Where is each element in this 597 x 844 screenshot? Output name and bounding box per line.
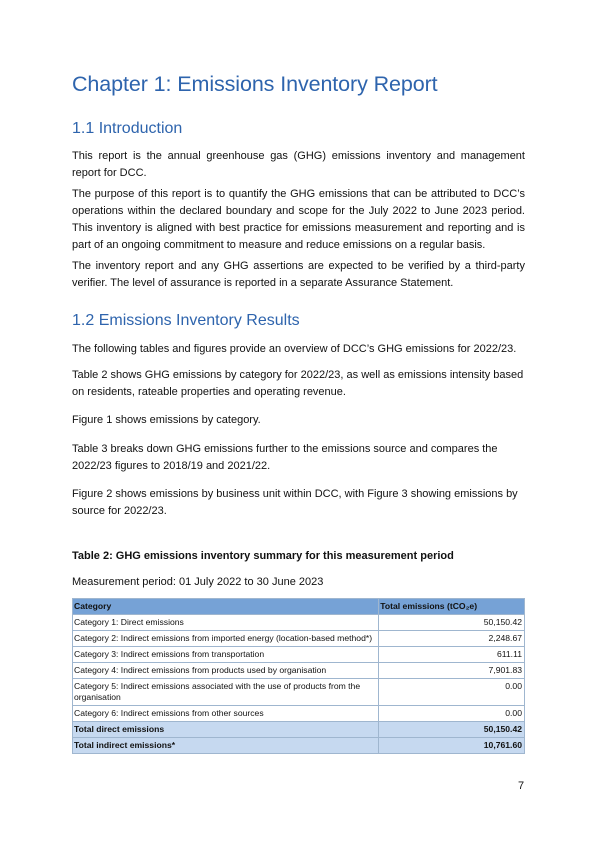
total-value: 50,150.42 (379, 722, 525, 738)
total-indirect-row (73, 738, 525, 754)
table-row (73, 647, 525, 663)
intro-paragraph-2: The purpose of this report is to quantify the GHG emissions that can be attributed to DCC’s operations within the declared boundary and scope for the July 2022 to June 2023 period. This inventory is aligned with best practice for emissions measurement and reporting and is part of an ongoing commitment to measure and reduce emissions on a regular basis. (72, 188, 525, 251)
results-paragraph-3: Figure 1 shows emissions by category. (72, 414, 261, 426)
total-value: 10,761.60 (379, 738, 525, 754)
section-heading-introduction: 1.1 Introduction (72, 120, 183, 137)
results-paragraph-5: Figure 2 shows emissions by business unit within DCC, with Figure 3 showing emissions by source for 2022/23. (72, 488, 518, 517)
row-value: 0.00 (379, 706, 525, 722)
page-number: 7 (518, 780, 525, 792)
table-caption: Table 2: GHG emissions inventory summary for this measurement period (72, 550, 454, 562)
row-value: 2,248.67 (379, 631, 525, 647)
emissions-summary-table (72, 598, 525, 754)
column-header-category: Category (73, 599, 379, 615)
intro-paragraph-1: This report is the annual greenhouse gas (GHG) emissions inventory and management report for DCC. (72, 150, 525, 179)
total-label: Total direct emissions (73, 722, 379, 738)
row-category: Category 5: Indirect emissions associated with the use of products from the organisation (73, 679, 379, 706)
table-row (73, 706, 525, 722)
row-value: 50,150.42 (379, 615, 525, 631)
table-row (73, 663, 525, 679)
chapter-title: Chapter 1: Emissions Inventory Report (72, 72, 438, 96)
row-category: Category 2: Indirect emissions from imported energy (location-based method*) (73, 631, 379, 647)
row-category: Category 1: Direct emissions (73, 615, 379, 631)
row-value: 7,901.83 (379, 663, 525, 679)
table-header-row (73, 599, 525, 615)
row-value: 611.11 (379, 647, 525, 663)
row-category: Category 4: Indirect emissions from products used by organisation (73, 663, 379, 679)
measurement-period: Measurement period: 01 July 2022 to 30 June 2023 (72, 576, 324, 588)
results-paragraph-1: The following tables and figures provide an overview of DCC’s GHG emissions for 2022/23. (72, 343, 517, 355)
results-paragraph-4: Table 3 breaks down GHG emissions further to the emissions source and compares the 2022/23 figures to 2018/19 and 2021/22. (72, 443, 498, 472)
total-label: Total indirect emissions* (73, 738, 379, 754)
results-paragraph-2: Table 2 shows GHG emissions by category for 2022/23, as well as emissions intensity based on residents, rateable properties and operating revenue. (72, 369, 524, 398)
table-row (73, 615, 525, 631)
column-header-total-emissions: Total emissions (tCO₂e) (379, 599, 525, 615)
section-heading-results: 1.2 Emissions Inventory Results (72, 312, 300, 329)
table-row (73, 679, 525, 706)
row-category: Category 3: Indirect emissions from transportation (73, 647, 379, 663)
total-direct-row (73, 722, 525, 738)
intro-paragraph-3: The inventory report and any GHG assertions are expected to be verified by a third-party verifier. The level of assurance is reported in a separate Assurance Statement. (72, 260, 525, 289)
row-category: Category 6: Indirect emissions from other sources (73, 706, 379, 722)
table-row (73, 631, 525, 647)
row-value: 0.00 (379, 679, 525, 706)
